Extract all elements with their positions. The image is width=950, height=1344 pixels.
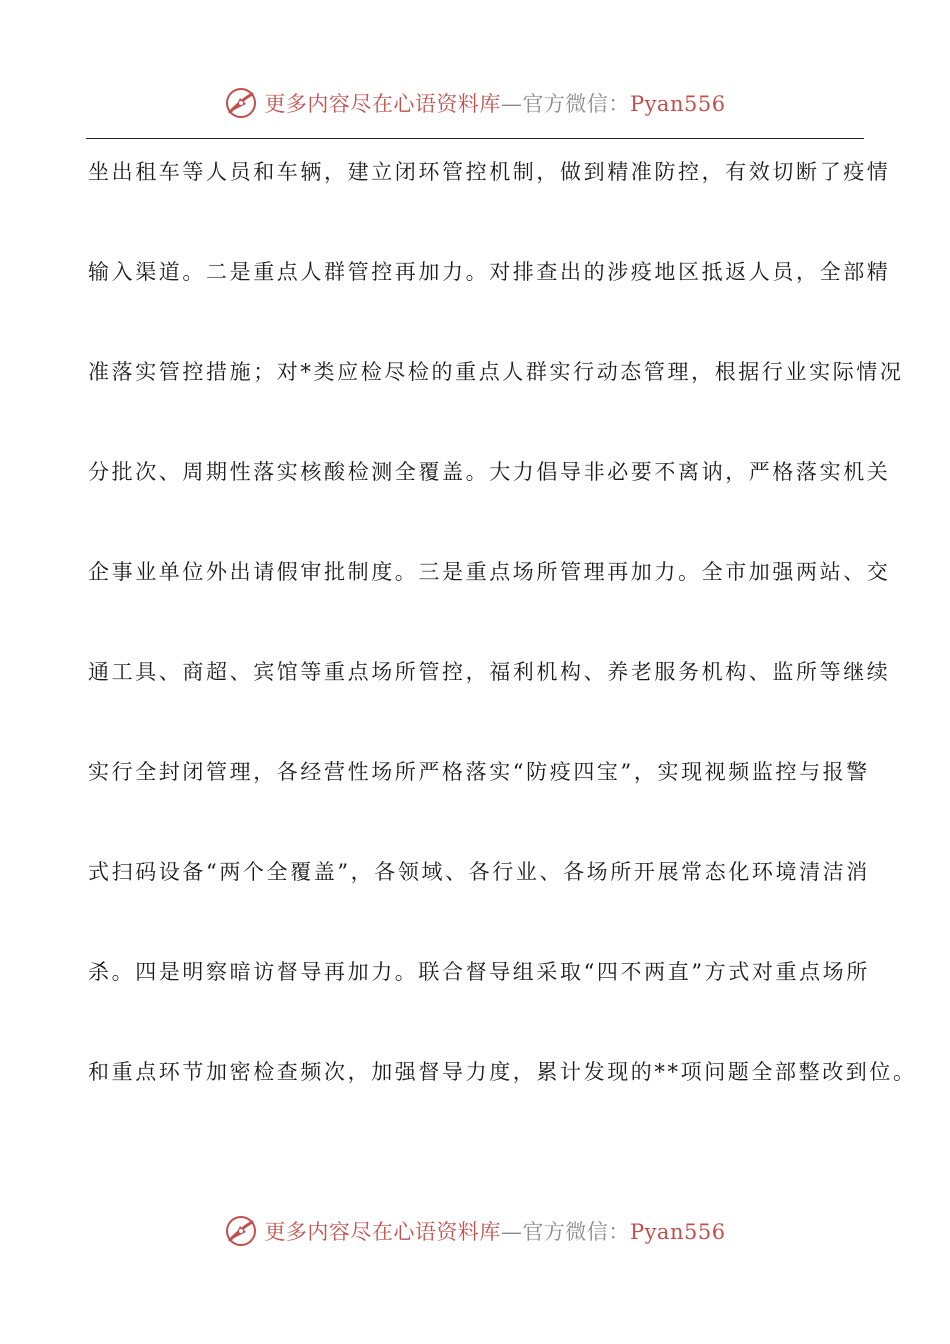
document-body: [88, 150, 917, 1150]
footer-contact-id: Pyan556: [629, 1220, 726, 1244]
footer-text: [264, 1216, 725, 1246]
body-line: 准落实管控措施；对*类应检尽检的重点人群实行动态管理，根据行业实际情况: [88, 360, 904, 384]
header-contact-label: 官方微信：: [522, 92, 630, 116]
pen-nib-logo-icon: [224, 1214, 258, 1248]
pen-nib-logo-icon: [224, 86, 258, 120]
footer-contact-label: 官方微信：: [522, 1220, 630, 1244]
footer-site-text: 更多内容尽在心语资料库: [264, 1220, 501, 1244]
header-dash: —: [500, 92, 523, 116]
footer-banner: [0, 1211, 950, 1251]
body-line: 和重点环节加密检查频次，加强督导力度，累计发现的**项问题全部整改到位。: [88, 1060, 917, 1084]
header-divider: [86, 138, 864, 139]
header-site-text: 更多内容尽在心语资料库: [264, 92, 501, 116]
body-line: 分批次、周期性落实核酸检测全覆盖。大力倡导非必要不离讷，严格落实机关: [88, 460, 891, 484]
body-line: 式扫码设备“两个全覆盖”，各领域、各行业、各场所开展常态化环境清洁消: [88, 860, 870, 884]
header-banner: [0, 83, 950, 123]
body-line: 杀。四是明察暗访督导再加力。联合督导组采取“四不两直”方式对重点场所: [88, 960, 870, 984]
body-line: 坐出租车等人员和车辆，建立闭环管控机制，做到精准防控，有效切断了疫情: [88, 160, 891, 184]
body-line: 输入渠道。二是重点人群管控再加力。对排查出的涉疫地区抵返人员，全部精: [88, 260, 891, 284]
body-line: 实行全封闭管理，各经营性场所严格落实“防疫四宝”，实现视频监控与报警: [88, 760, 870, 784]
footer-dash: —: [500, 1220, 523, 1244]
body-line: 通工具、商超、宾馆等重点场所管控，福利机构、养老服务机构、监所等继续: [88, 660, 891, 684]
header-contact-id: Pyan556: [629, 92, 726, 116]
header-text: [264, 88, 725, 118]
body-line: 企事业单位外出请假审批制度。三是重点场所管理再加力。全市加强两站、交: [88, 560, 891, 584]
